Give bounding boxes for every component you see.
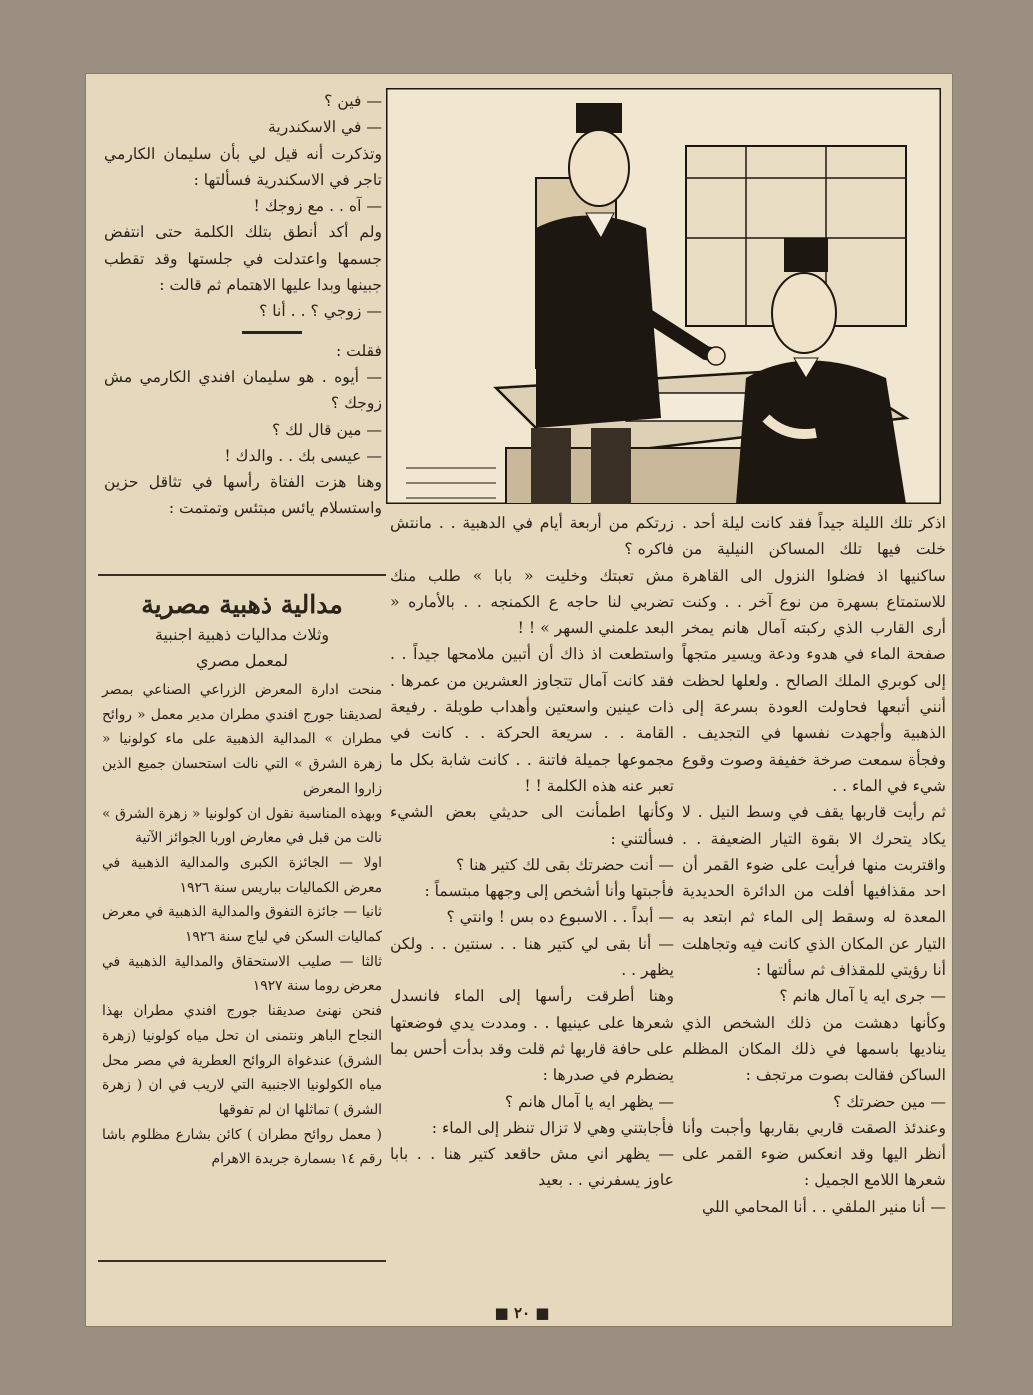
announcement-subtitle: وثلاث مداليات ذهبية اجنبية	[154, 625, 330, 644]
paragraph: فأجبتها وأنا أشخص إلى وجهها مبتسماً :	[424, 882, 674, 901]
paragraph: وكأنها اطمأنت الى حديثي بعض الشيء فسألتني :	[390, 803, 674, 848]
paragraph: ثم رأيت قاربها يقف في وسط النيل . لا يكاد يتحرك الا بقوة التيار الضعيفة . . واقتربت منها فرأيت على ضوء القمر أن احد مقذافيها أفلت من الدائرة الحديدية المعدة له وسقط إلى الماء ثم ابتعد به التيار عن المكان الذي كانت فيه وتجاهلت أنا رؤيتي للمقذاف ثم سألتها :	[682, 803, 946, 980]
paragraph: وكأنها دهشت من ذلك الشخص الذي يناديها باسمها في ذلك المكان المظلم الساكن فقالت بصوت مرتجف :	[682, 1013, 946, 1085]
paragraph: — أبداً . . الاسبوع ده بس ! وانتي ؟	[446, 908, 674, 927]
paragraph: اولا — الجائزة الكبرى والمدالية الذهبية في معرض الكماليات بباريس سنة ١٩٢٦	[102, 854, 382, 896]
paragraph: وعندئذ الصقت قاربي بقاربها وأجبت وأنا أنظر اليها وقد انعكس ضوء القمر على شعرها اللامع الجميل :	[682, 1118, 946, 1190]
left-column	[104, 88, 382, 522]
paragraph: فقلت :	[335, 341, 382, 360]
paragraph: واستطعت اذ ذاك أن أتبين ملامحها جيداً . . فقد كانت آمال تتجاوز العشرين من عمرها . ذات عينين واسعتين وأهداب طويلة . رفيعة القامة . . سريعة الحركة . . كانت في مجموعها جميلة فاتنة . . كانت شابة بكل ما تعبر عنه هذه الكلمة ! !	[390, 645, 674, 795]
paragraph: مش تعبتك وخليت « بابا » طلب منك تضربي لنا حاجه ع الكمنجه . . بالأماره « البعد علمني السهر » ! !	[390, 566, 674, 638]
paragraph: — يظهر ايه يا آمال هانم ؟	[504, 1092, 674, 1111]
paragraph: زرتكم من أربعة أيام في الدهبية . . مانتش فاكره ؟	[390, 514, 674, 559]
page-number: ■ ٢٠ ■	[494, 1304, 550, 1322]
middle-column	[390, 510, 674, 1194]
paragraph: ( معمل روائح مطران ) كائن بشارع مظلوم باشا رقم ١٤ بسمارة جريدة الاهرام	[102, 1126, 382, 1168]
paragraph: — أنا بقى لي كتير هنا . . سنتين . . ولكن يظهر . .	[390, 934, 674, 980]
paragraph: — أنا منير الملقي . . أنا المحامي اللي	[701, 1197, 946, 1216]
paragraph: — آه . . مع زوجك !	[253, 197, 382, 216]
paragraph: ولم أكد أنطق بتلك الكلمة حتى انتفض جسمها واعتدلت في جلستها وقد تقطب جبينها وبدا عليها الاهتمام ثم قالت :	[104, 223, 382, 295]
paragraph: وتذكرت أنه قيل لي بأن سليمان الكارمي تاجر في الاسكندرية فسألتها :	[104, 144, 382, 189]
paragraph: ثانيا — جائزة التفوق والمدالية الذهبية في معرض كماليات السكن في لياج سنة ١٩٢٦	[102, 904, 382, 946]
paragraph: فأجابتني وهي لا تزال تنظر إلى الماء :	[431, 1118, 674, 1137]
paragraph: اذكر تلك الليلة جيداً فقد كانت ليلة أحد . خلت فيها تلك المساكن النيلية من ساكنيها اذ فضلوا النزول الى القاهرة للاستمتاع بسهرة من نوع آخر . . وكنت أرى القارب الذي ركبته آمال هانم يمخر صفحة الماء في هدوء ودعة ويسير متجهاً إلى كوبري الملك الصالح . ولعلها لحظت أنني أتبعها فحاولت العودة بسرعة إلى الذهبية وأجهدت نفسها في التجديف . وفجأة سمعت صرخة خفيفة وصوت وقوع شيء في الماء . .	[682, 514, 946, 795]
paragraph: — أنت حضرتك بقى لك كتير هنا ؟	[455, 855, 674, 874]
divider	[98, 574, 386, 576]
paragraph: فنحن نهنئ صديقنا جورج افندي مطران بهذا النجاح الباهر ونتمنى ان تحل مياه كولونيا (زهرة الشرق) عندغواة الروائح العطرية في مصر محل مياه الكولونيا الاجنبية التي لاريب في ان ( زهرة الشرق ) تماثلها ان لم تفوقها	[102, 1003, 382, 1118]
paragraph: منحت ادارة المعرض الزراعي الصناعي بمصر لصديقنا جورج افندي مطران مدير معمل « روائح مطران » المدالية الذهبية على ماء كولونيا « زهرة الشرق » التي نالت استحسان جميع الذين زاروا المعرض	[102, 682, 382, 797]
magazine-page	[86, 74, 952, 1326]
right-column	[682, 510, 946, 1220]
announcement-title: مدالية ذهبية مصرية	[141, 590, 343, 619]
paragraph: ثالثا — صليب الاستحقاق والمدالية الذهبية في معرض روما سنة ١٩٢٧	[102, 953, 382, 995]
paragraph: — فين ؟	[324, 92, 382, 110]
announcement-subtitle-2: لمعمل مصري	[195, 651, 289, 670]
paragraph: — مين قال لك ؟	[271, 420, 382, 439]
paragraph: وهنا هزت الفتاة رأسها في تثاقل حزين واستسلام يائس مبتئس وتمتمت :	[104, 473, 382, 518]
divider	[98, 1260, 386, 1262]
paragraph: — يظهر اني مش حاقعد كتير هنا . . بابا عاوز يسفرني . . بعيد	[390, 1145, 674, 1190]
paragraph: وهنا أطرقت رأسها إلى الماء فانسدل شعرها على عينيها . . ومددت يدي فوضعتها على حافة قاربها ثم قلت وقد بدأت أحس بما يضطرم في صدرها :	[390, 987, 674, 1085]
announcement-body	[102, 678, 382, 1172]
paragraph: — في الاسكندرية	[268, 118, 382, 137]
paragraph: — عيسى بك . . والدك !	[224, 446, 382, 465]
paragraph: — مين حضرتك ؟	[833, 1092, 946, 1111]
dash-separator	[242, 331, 302, 334]
paragraph: — زوجي ؟ . . أنا ؟	[259, 302, 382, 321]
paragraph: — أيوه . هو سليمان افندي الكارمي مش زوجك ؟	[104, 367, 382, 413]
paragraph: — جرى ايه يا آمال هانم ؟	[779, 987, 946, 1006]
medal-announcement	[102, 588, 382, 1172]
paragraph: وبهذه المناسبة نقول ان كولونيا « زهرة الشرق » نالت من قبل في معارض اوربا الجوائز الآتية	[102, 805, 382, 847]
illustration-cartoon	[386, 88, 941, 504]
